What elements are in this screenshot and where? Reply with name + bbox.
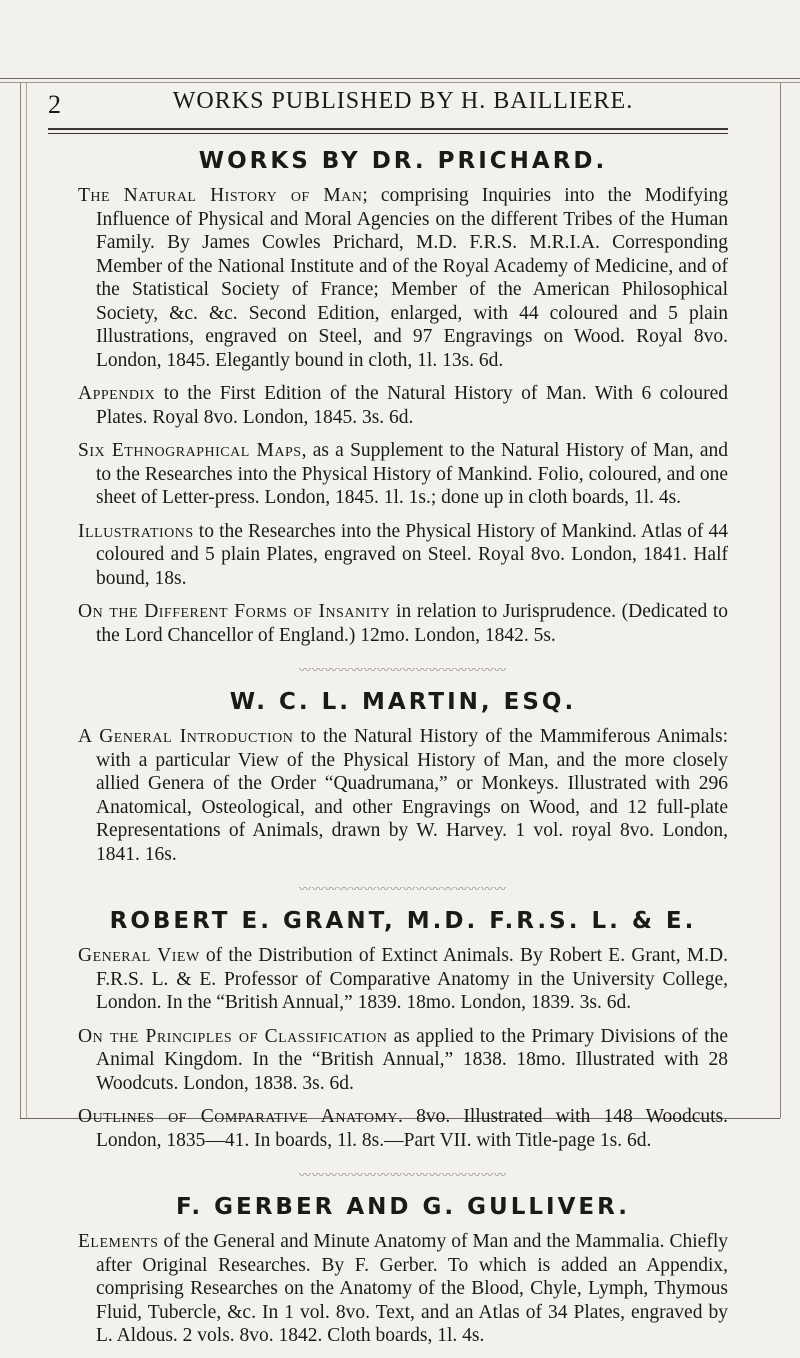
entry-heading: General View <box>78 945 200 966</box>
entry-body: of the General and Minute Anatomy of Man and the Mammalia. Chiefly after Original Researches. By F. Gerber. To which is added an Appendix, comprising Researches on the Anatomy of the Blood, Chyle, Lymph, Thymous Fluid, Tubercle, &c. In 1 vol. 8vo. Text, and an Atlas of 34 Plates, engraved by L. Aldous. 2 vols. 8vo. 1842. Cloth boards, 1l. 4s. <box>96 1231 728 1346</box>
running-head: WORKS PUBLISHED BY H. BAILLIERE. <box>172 88 634 114</box>
page-content <box>48 86 728 1358</box>
section-title: F. GERBER AND G. GULLIVER. <box>176 1194 630 1220</box>
catalogue-sections <box>78 148 728 1348</box>
catalogue-entry <box>78 944 728 1015</box>
catalogue-entry <box>78 1105 728 1152</box>
entry-heading: Appendix <box>78 383 156 404</box>
page-left-edge <box>20 83 21 1118</box>
entry-heading: On the Different Forms of Insanity <box>78 601 391 622</box>
entry-heading: Illustrations <box>78 520 194 542</box>
section-title: WORKS BY DR. PRICHARD. <box>198 148 608 174</box>
page-number: 2 <box>48 90 61 119</box>
page-right-edge <box>780 83 781 1118</box>
ornamental-divider: 〰〰〰〰〰〰〰〰〰〰〰〰〰〰〰〰 <box>298 663 507 675</box>
entry-heading: Six Ethnographical Maps <box>78 440 302 461</box>
section-title: W. C. L. MARTIN, ESQ. <box>229 689 577 715</box>
page-header <box>48 86 728 128</box>
page-left-edge-inner <box>26 83 27 1118</box>
ornamental-divider: 〰〰〰〰〰〰〰〰〰〰〰〰〰〰〰〰 <box>298 1168 507 1180</box>
header-rule-thin <box>48 133 728 134</box>
catalogue-entry <box>78 184 728 372</box>
catalogue-entry <box>78 439 728 510</box>
entry-heading: The Natural History of Man <box>78 185 363 206</box>
entry-body: in relation to Jurisprudence. (Dedicated to the Lord Chancellor of England.) 12mo. London, 1842. 5s. <box>96 601 728 646</box>
entry-body: of the Distribution of Extinct Animals. By Robert E. Grant, M.D. F.R.S. L. & E. Professor of Comparative Anatomy in the University College, London. In the “British Annual,” 1839. 18mo. London, 1839. 3s. 6d. <box>96 945 728 1013</box>
catalogue-entry <box>78 600 728 647</box>
entry-body: ; comprising Inquiries into the Modifying Influence of Physical and Moral Agencies on the different Tribes of the Human Family. By James Cowles Prichard, M.D. F.R.S. M.R.I.A. Corresponding Member of the National Institute and of the Royal Academy of Medicine, and of the Statistical Society of France; Member of the American Philosophical Society, &c. &c. Second Edition, enlarged, with 44 coloured and 5 plain Illustrations, engraved on Steel, and 97 Engravings on Wood. Royal 8vo. London, 1845. Elegantly bound in cloth, 1l. 13s. 6d. <box>96 185 728 371</box>
entry-heading: Elements <box>78 1231 159 1252</box>
section-title: ROBERT E. GRANT, M.D. F.R.S. L. & E. <box>109 908 697 934</box>
catalogue-entry <box>78 520 728 591</box>
catalogue-entry <box>78 382 728 429</box>
catalogue-entry <box>78 1230 728 1348</box>
entry-heading: On the Principles of Classification <box>78 1025 388 1047</box>
entry-body: to the Natural History of the Mammiferous Animals: with a particular View of the Physical History of Man, and the more closely allied Genera of the Order “Quadrumana,” or Monkeys. Illustrated with 296 Anatomical, Osteological, and other Engravings on Wood, and 12 full-plate Representations of Animals, drawn by W. Harvey. 1 vol. royal 8vo. London, 1841. 16s. <box>96 726 728 865</box>
entry-body: as applied to the Primary Divisions of the Animal Kingdom. In the “British Annual,” 1838. 18mo. Illustrated with 28 Woodcuts. London, 1838. 3s. 6d. <box>96 1025 728 1094</box>
entry-heading: Outlines of Comparative Anatomy <box>78 1106 398 1127</box>
entry-body: , as a Supplement to the Natural History of Man, and to the Researches into the Physical History of Mankind. Folio, coloured, and one sheet of Letter-press. London, 1845. 1l. 1s.; done up in cloth boards, 1l. 4s. <box>96 440 728 508</box>
header-rule <box>48 128 728 130</box>
entry-body: to the First Edition of the Natural History of Man. With 6 coloured Plates. Royal 8vo. London, 1845. 3s. 6d. <box>96 383 728 428</box>
catalogue-entry <box>78 725 728 866</box>
catalogue-entry <box>78 1025 728 1096</box>
entry-body: . 8vo. Illustrated with 148 Woodcuts. London, 1835—41. In boards, 1l. 8s.—Part VII. with Title-page 1s. 6d. <box>96 1106 728 1151</box>
page-top-rule <box>0 78 800 79</box>
entry-body: to the Researches into the Physical History of Mankind. Atlas of 44 coloured and 5 plain Plates, engraved on Steel. Royal 8vo. London, 1841. Half bound, 18s. <box>96 520 728 589</box>
ornamental-divider: 〰〰〰〰〰〰〰〰〰〰〰〰〰〰〰〰 <box>298 882 507 894</box>
page-top-rule-secondary <box>0 82 800 83</box>
entry-heading: A General Introduction <box>78 726 294 747</box>
